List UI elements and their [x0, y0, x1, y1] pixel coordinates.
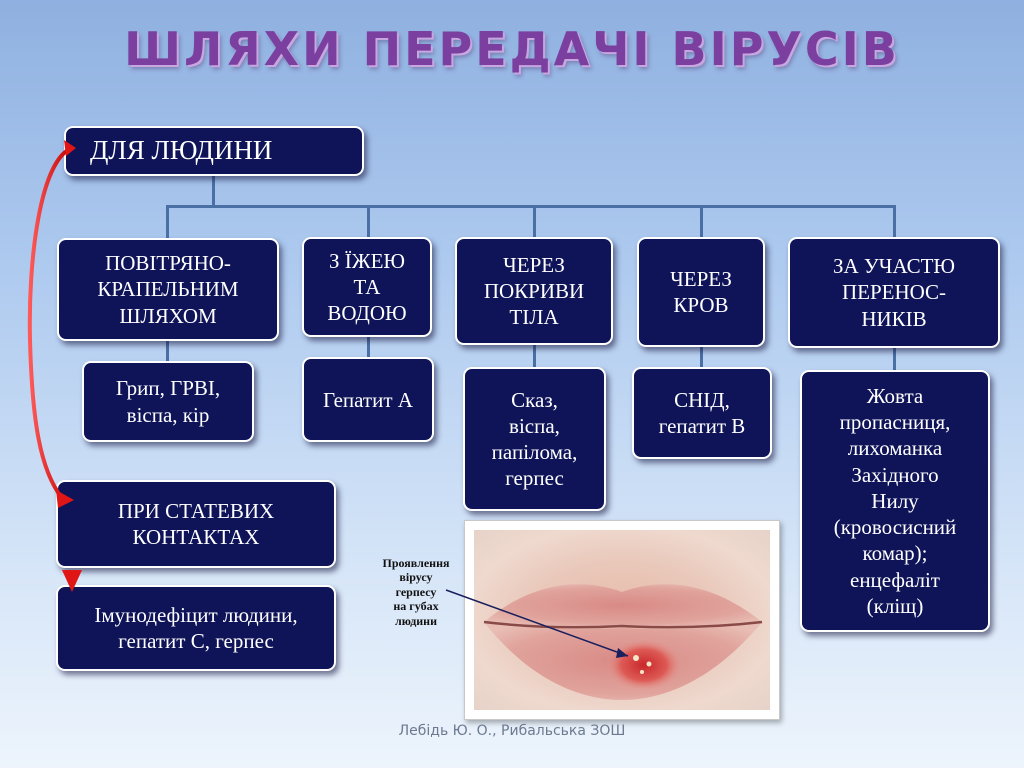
category-label-line: КРАПЕЛЬНИМ [97, 277, 239, 302]
category-sexual [56, 480, 336, 568]
upper-lip [484, 584, 762, 627]
lips-image [474, 530, 770, 710]
examples-skin [463, 367, 606, 511]
connector-horizontal [166, 205, 896, 208]
example-line: Жовта [866, 383, 924, 408]
connector-cat-1 [166, 205, 169, 241]
example-line: гепатит С, герпес [118, 629, 274, 653]
category-label-line: ЗА УЧАСТЮ [833, 254, 955, 279]
example-line: (кровосисний [833, 515, 957, 540]
herpes-sore [606, 639, 682, 691]
connector-ex-4 [700, 346, 703, 368]
example-line: Імунодефіцит людини, [94, 602, 298, 627]
caption-line: людини [394, 613, 438, 628]
category-label-line: ЧЕРЕЗ [670, 266, 732, 291]
caption-line: герпесу [395, 584, 437, 599]
root-label: ДЛЯ ЛЮДИНИ [90, 135, 273, 166]
connector-ex-5 [893, 347, 896, 371]
category-label-line: ПРИ СТАТЕВИХ [117, 498, 275, 523]
example-line: віспа, [509, 413, 560, 438]
example-line: СНІД, [674, 387, 730, 412]
caption-line: вірусу [399, 570, 433, 585]
connector-ex-1 [166, 340, 169, 362]
category-vectors [788, 237, 1000, 348]
category-label-line: ПОКРИВИ [483, 278, 585, 303]
blister [647, 662, 652, 667]
category-airborne [57, 238, 279, 341]
connector-cat-2 [367, 205, 370, 241]
example-line: енцефаліт [850, 567, 940, 592]
category-label-line: ЧЕРЕЗ [503, 252, 565, 277]
category-label-line: КРОВ [673, 293, 729, 317]
blister [633, 655, 639, 661]
category-label-line: ШЛЯХОМ [119, 303, 217, 328]
connector-root-down [212, 176, 215, 206]
photo-caption [366, 556, 466, 628]
connector-ex-2 [367, 336, 370, 358]
examples-vectors [800, 370, 990, 632]
example-line: Нилу [871, 488, 919, 513]
example-line: папілома, [491, 440, 578, 464]
slide-title: ШЛЯХИ ПЕРЕДАЧІ ВІРУСІВ [124, 22, 900, 76]
blister [640, 670, 644, 674]
category-label-line: ПОВІТРЯНО- [105, 251, 231, 276]
connector-cat-3 [533, 205, 536, 241]
examples-food-water [302, 357, 434, 442]
root-box [64, 126, 364, 176]
example-line: герпес [505, 466, 564, 491]
examples-blood [632, 367, 772, 459]
example-line: пропасниця, [839, 410, 951, 435]
caption-line: на губах [393, 599, 439, 614]
category-blood [637, 237, 765, 347]
connector-ex-3 [533, 344, 536, 368]
connector-cat-4 [700, 205, 703, 241]
category-label-line: З ЇЖЕЮ [328, 248, 405, 273]
lips-drawing [474, 530, 770, 710]
category-label-line: ТІЛА [509, 305, 559, 330]
example-line: гепатит В [658, 414, 746, 438]
category-label-line: ТА [353, 274, 381, 299]
example-line: (кліщ) [866, 593, 924, 618]
example-line: Західного [851, 462, 939, 487]
category-label-line: КОНТАКТАХ [132, 525, 260, 549]
category-food-water [302, 237, 432, 337]
category-label-line: ПЕРЕНОС- [841, 280, 947, 305]
example-line: лихоманка [847, 436, 943, 461]
footer-credit: Лебідь Ю. О., Рибальська ЗОШ [398, 723, 626, 739]
examples-sexual [56, 585, 336, 671]
category-label-line: НИКІВ [861, 306, 927, 331]
caption-line: Проявлення [382, 556, 450, 570]
example-line: комар); [862, 541, 928, 566]
example-line: Грип, ГРВІ, [115, 376, 221, 401]
example-line: Сказ, [511, 387, 558, 412]
example-line: Гепатит А [323, 388, 413, 412]
example-line: віспа, кір [126, 402, 210, 427]
category-skin [455, 237, 613, 345]
examples-airborne [82, 361, 254, 442]
category-label-line: ВОДОЮ [327, 301, 407, 326]
herpes-lips-photo [464, 520, 780, 720]
